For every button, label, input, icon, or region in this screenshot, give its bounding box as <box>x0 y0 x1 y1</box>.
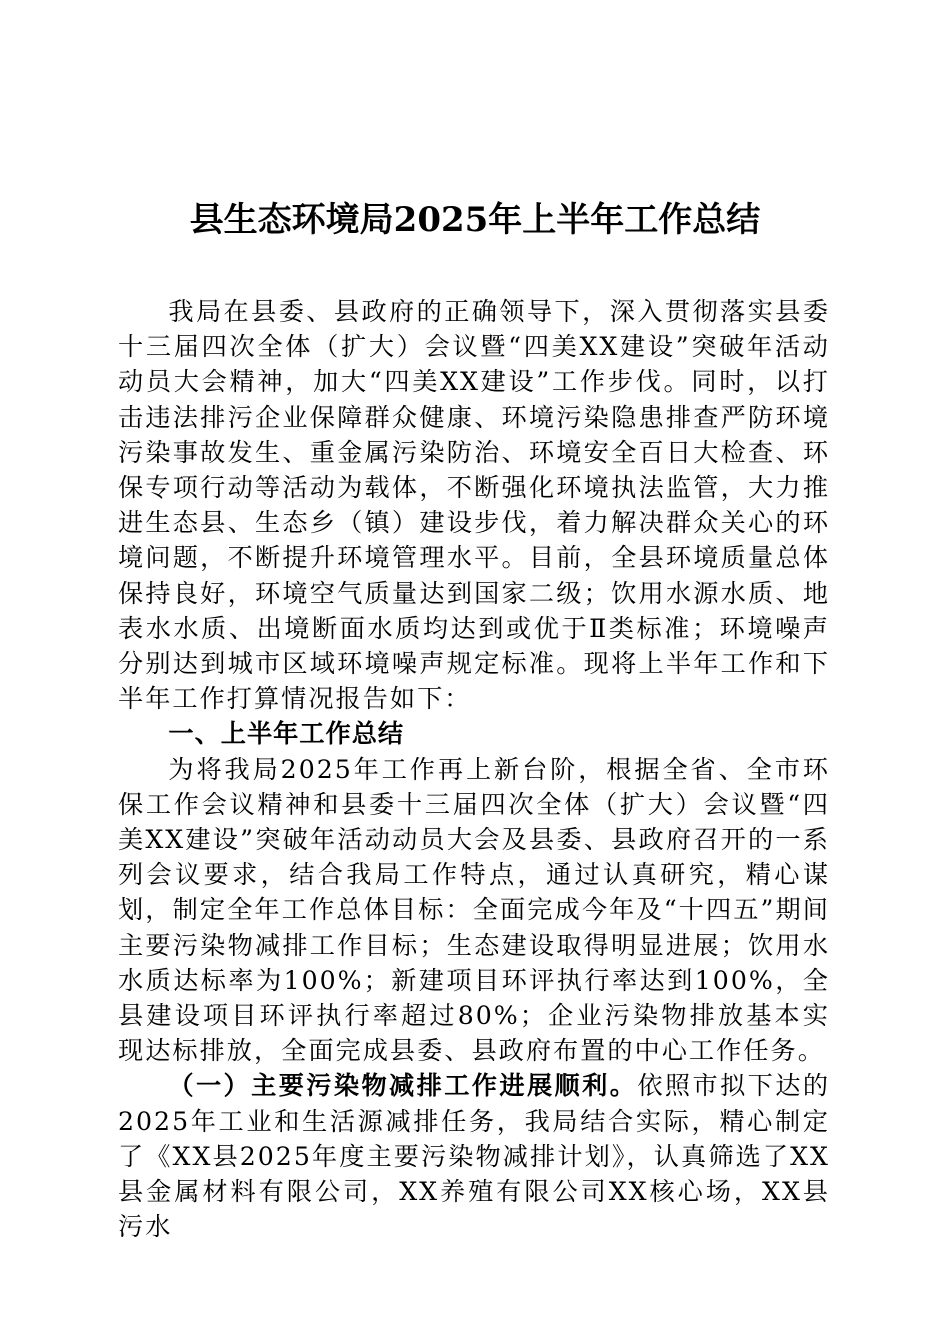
document-body <box>118 294 830 1244</box>
document-title: 县生态环境局2025年上半年工作总结 <box>189 200 761 240</box>
subsection-body: 依照市拟下达的2025年工业和生活源减排任务，我局结合实际，精心制定了《XX县2025年度主要污染物减排计划》，认真筛选了XX县金属材料有限公司，XX养殖有限公司XX核心场，XX县污水 <box>118 1071 831 1242</box>
section-body-paragraph: 为将我局2025年工作再上新台阶，根据全省、全市环保工作会议精神和县委十三届四次全体（扩大）会议暨“四美XX建设”突破年活动动员大会及县委、县政府召开的一系列会议要求，结合我局工作特点，通过认真研究，精心谋划，制定全年工作总体目标：全面完成今年及“十四五”期间主要污染物减排工作目标；生态建设取得明显进展；饮用水水质达标率为100%；新建项目环评执行率达到100%，全县建设项目环评执行率超过80%；企业污染物排放基本实现达标排放，全面完成县委、县政府布置的中心工作任务。 <box>118 754 830 1066</box>
subsection-paragraph <box>118 1068 830 1244</box>
intro-paragraph: 我局在县委、县政府的正确领导下，深入贯彻落实县委十三届四次全体（扩大）会议暨“四美XX建设”突破年活动动员大会精神，加大“四美XX建设”工作步伐。同时，以打击违法排污企业保障群众健康、环境污染隐患排查严防环境污染事故发生、重金属污染防治、环境安全百日大检查、环保专项行动等活动为载体，不断强化环境执法监管，大力推进生态县、生态乡（镇）建设步伐，着力解决群众关心的环境问题，不断提升环境管理水平。目前，全县环境质量总体保持良好，环境空气质量达到国家二级；饮用水源水质、地表水水质、出境断面水质均达到或优于Ⅱ类标准；环境噪声分别达到城市区域环境噪声规定标准。现将上半年工作和下半年工作打算情况报告如下： <box>118 297 830 714</box>
subsection-lead: （一）主要污染物减排工作进展顺利。 <box>168 1070 638 1101</box>
section-heading: 一、上半年工作总结 <box>168 719 405 749</box>
